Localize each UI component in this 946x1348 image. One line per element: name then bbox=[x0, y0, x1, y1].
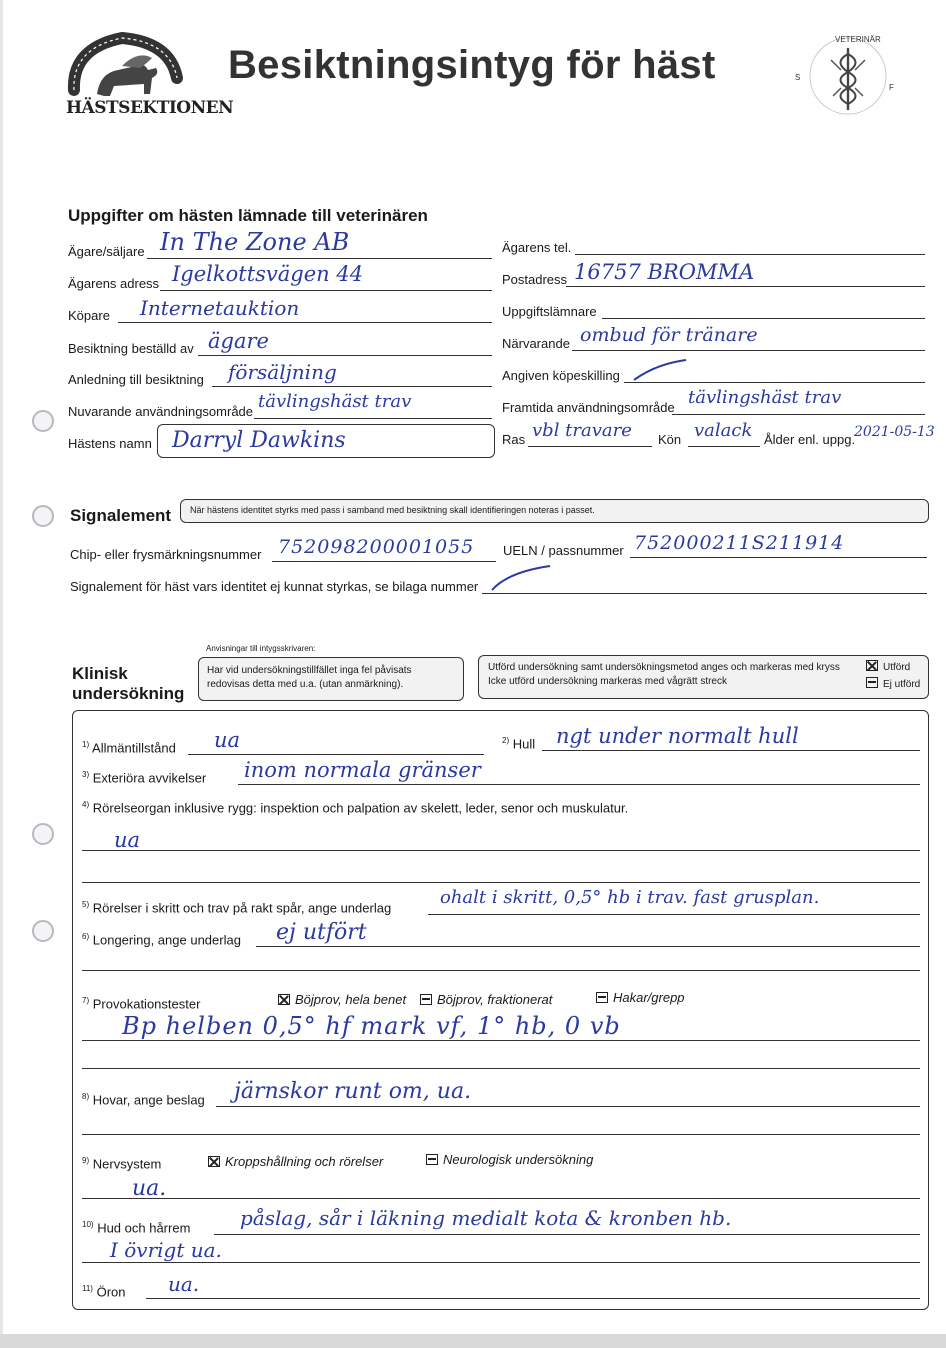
veterinarforbund-logo-icon bbox=[793, 30, 903, 122]
utford-legend: Utförd bbox=[866, 660, 910, 675]
skritt-label: $^{5)}$ Rörelser i skritt och trav på rakt spår, ange underlag bbox=[82, 900, 392, 916]
kon-field[interactable]: valack bbox=[694, 420, 753, 441]
nerv-opt-1[interactable]: Kroppshållning och rörelser bbox=[208, 1154, 383, 1169]
adress-label: Ägarens adress bbox=[68, 276, 160, 291]
svg-text:VETERINÄR: VETERINÄR bbox=[835, 35, 881, 44]
agare-tel-field[interactable] bbox=[575, 254, 925, 255]
longering-field[interactable]: ej utfört bbox=[276, 920, 367, 945]
allm-field[interactable]: ua bbox=[214, 728, 241, 752]
kon-label: Kön bbox=[658, 432, 682, 447]
ext-label: $^{3)}$ Exteriöra avvikelser bbox=[82, 770, 207, 786]
kopare-field[interactable]: Internetauktion bbox=[140, 296, 300, 320]
binder-hole-1 bbox=[32, 410, 54, 432]
ext-field[interactable]: inom normala gränser bbox=[244, 758, 481, 782]
signalement-heading: Signalement bbox=[70, 506, 172, 525]
svg-text:F: F bbox=[889, 83, 894, 92]
agare-label: Ägare/säljare bbox=[68, 244, 145, 259]
fram-anv-field[interactable]: tävlingshäst trav bbox=[688, 387, 842, 408]
kopeskilling-strike-mark[interactable] bbox=[630, 358, 690, 384]
nuv-anv-label: Nuvarande användningsområde bbox=[68, 404, 254, 419]
skritt-field[interactable]: ohalt i skritt, 0,5° hb i trav. fast grusplan. bbox=[440, 887, 820, 908]
bestalld-label: Besiktning beställd av bbox=[68, 341, 194, 356]
hud-field-line1[interactable]: påslag, sår i läkning medialt kota & kronben hb. bbox=[240, 1206, 732, 1230]
dash-box-icon bbox=[420, 994, 432, 1005]
rorelse-label: $^{4)}$ Rörelseorgan inklusive rygg: inspektion och palpation av skelett, leder, senor och muskulatur. bbox=[82, 800, 629, 816]
checked-box-icon bbox=[208, 1156, 220, 1167]
rorelse-field[interactable]: ua bbox=[114, 828, 141, 852]
scan-bottom-band bbox=[0, 1334, 946, 1348]
narvarande-field[interactable]: ombud för tränare bbox=[580, 324, 758, 346]
uppgiftslamnare-label: Uppgiftslämnare bbox=[502, 304, 597, 319]
fram-anv-label: Framtida användningsområde bbox=[502, 400, 675, 415]
oron-field[interactable]: ua. bbox=[168, 1272, 200, 1296]
scan-left-edge bbox=[0, 0, 3, 1334]
hud-label: $^{10)}$ Hud och hårrem bbox=[82, 1220, 191, 1236]
svg-text:S: S bbox=[795, 73, 801, 82]
oron-label: $^{11)}$ Öron bbox=[82, 1284, 126, 1300]
prov-label: $^{7)}$ Provokationstester bbox=[82, 996, 201, 1012]
chip-field[interactable]: 752098200001055 bbox=[278, 536, 475, 558]
klinisk-heading-line2: undersökning bbox=[72, 684, 185, 703]
adress-field[interactable]: Igelkottsvägen 44 bbox=[172, 262, 364, 286]
anledning-field[interactable]: försäljning bbox=[228, 360, 337, 384]
dash-box-icon bbox=[426, 1154, 438, 1165]
prov-opt-2[interactable]: Böjprov, fraktionerat bbox=[420, 992, 552, 1007]
bilaga-label: Signalement för häst vars identitet ej kunnat styrkas, se bilaga nummer bbox=[70, 579, 479, 594]
uppgifter-heading: Uppgifter om hästen lämnade till veterinären bbox=[68, 206, 428, 225]
ras-label: Ras bbox=[502, 432, 526, 447]
page-title: Besiktningsintyg för häst bbox=[228, 43, 716, 87]
bilaga-strike-mark[interactable] bbox=[488, 562, 554, 594]
prov-opt-1[interactable]: Böjprov, hela benet bbox=[278, 992, 406, 1007]
instr-text-2: Utförd undersökning samt undersökningsmetod anges och markeras med kryss Icke utförd undersökning markeras med vågrätt streck bbox=[488, 662, 840, 687]
ueln-field[interactable]: 752000211S211914 bbox=[634, 532, 845, 554]
namn-field[interactable]: Darryl Dawkins bbox=[172, 428, 346, 453]
alder-label: Ålder enl. uppg. bbox=[764, 432, 856, 447]
klinisk-heading-line1: Klinisk bbox=[72, 664, 128, 683]
hud-field-line2[interactable]: I övrigt ua. bbox=[110, 1238, 222, 1262]
prov-opt-3[interactable]: Hakar/grepp bbox=[596, 990, 685, 1005]
ej-utford-checkbox-icon bbox=[866, 677, 878, 688]
uppgiftslamnare-field[interactable] bbox=[602, 318, 925, 319]
hull-label: $^{2)}$ Hull bbox=[502, 736, 536, 752]
narvarande-label: Närvarande bbox=[502, 336, 570, 351]
namn-label: Hästens namn bbox=[68, 436, 152, 451]
bestalld-field[interactable]: ägare bbox=[208, 329, 269, 353]
longering-label: $^{6)}$ Longering, ange underlag bbox=[82, 932, 241, 948]
hovar-field[interactable]: järnskor runt om, ua. bbox=[234, 1079, 472, 1104]
chip-label: Chip- eller frysmärkningsnummer bbox=[70, 547, 262, 562]
hovar-label: $^{8)}$ Hovar, ange beslag bbox=[82, 1092, 205, 1108]
checked-box-icon bbox=[278, 994, 290, 1005]
anledning-label: Anledning till besiktning bbox=[68, 372, 204, 387]
right-logo bbox=[793, 30, 903, 122]
kopare-label: Köpare bbox=[68, 308, 110, 323]
hull-field[interactable]: ngt under normalt hull bbox=[556, 724, 799, 748]
ras-field[interactable]: vbl travare bbox=[532, 420, 632, 441]
ueln-label: UELN / passnummer bbox=[503, 543, 624, 558]
agare-tel-label: Ägarens tel. bbox=[502, 240, 572, 255]
utford-checkbox-icon bbox=[866, 660, 878, 671]
binder-hole-3 bbox=[32, 823, 54, 845]
binder-hole-4 bbox=[32, 920, 54, 942]
dash-box-icon bbox=[596, 992, 608, 1003]
binder-hole-2 bbox=[32, 505, 54, 527]
alder-field[interactable]: 2021-05-13 bbox=[854, 424, 935, 440]
instr-text-1: Har vid undersökningstillfället inga fel påvisats redovisas detta med u.a. (utan anmärkning). bbox=[207, 665, 412, 690]
postadress-field[interactable]: 16757 BROMMA bbox=[574, 260, 755, 284]
left-logo bbox=[52, 28, 234, 128]
left-logo-text: HÄSTSEKTIONEN bbox=[66, 98, 234, 118]
signalement-note: När hästens identitet styrks med pass i samband med besiktning skall identifieringen noteras i passet. bbox=[190, 505, 595, 515]
prov-field[interactable]: Bp helben 0,5° hf mark vf, 1° hb, 0 vb bbox=[122, 1012, 621, 1040]
agare-field[interactable]: In The Zone AB bbox=[160, 228, 350, 256]
allm-label: $^{1)}$ Allmäntillstånd bbox=[82, 740, 176, 756]
postadress-label: Postadress bbox=[502, 272, 568, 287]
nerv-label: $^{9)}$ Nervsystem bbox=[82, 1156, 162, 1172]
nerv-field[interactable]: ua. bbox=[132, 1176, 167, 1201]
instr-caption: Anvisningar till intygsskrivaren: bbox=[206, 644, 316, 653]
nuv-anv-field[interactable]: tävlingshäst trav bbox=[258, 391, 412, 412]
kopeskilling-label: Angiven köpeskilling bbox=[502, 368, 620, 383]
nerv-opt-2[interactable]: Neurologisk undersökning bbox=[426, 1152, 593, 1167]
ej-utford-legend: Ej utförd bbox=[866, 677, 920, 692]
